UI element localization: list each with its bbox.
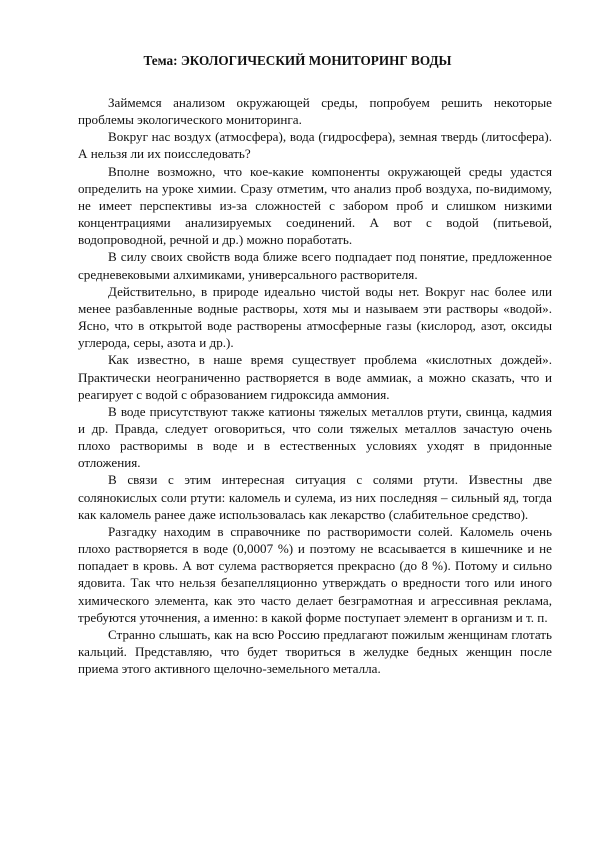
paragraph: Вполне возможно, что кое-какие компоненты окружающей среды удастся определить на уроке химии. Сразу отметим, что анализ проб воздуха, по-видимому, не имеет перспективы из-за сложностей с забором проб и слишком низкими концентрациями анализируемых соединений. А вот с водой (питьевой, водопроводной, речной и др.) можно поработать. — [78, 163, 552, 248]
paragraph: Вокруг нас воздух (атмосфера), вода (гидросфера), земная твердь (литосфера). А нельзя ли их поисследовать? — [78, 129, 552, 162]
paragraph: В связи с этим интересная ситуация с солями ртути. Известны две солянокислых соли ртути: каломель и сулема, из них последняя – сильный яд, тогда как каломель ранее даже использовалась как лекарство (слабительное средство). — [78, 472, 552, 522]
paragraph: Странно слышать, как на всю Россию предлагают пожилым женщинам глотать кальций. Представляю, что будет твориться в желудке бедных женщин после приема этого активного щелочно-земельного металла. — [78, 626, 552, 677]
document-title: Тема: ЭКОЛОГИЧЕСКИЙ МОНИТОРИНГ ВОДЫ — [143, 53, 452, 68]
paragraph: Займемся анализом окружающей среды, попробуем решить некоторые проблемы экологического мониторинга. — [78, 95, 552, 128]
paragraph: В воде присутствуют также катионы тяжелых металлов ртути, свинца, кадмия и др. Правда, следует оговориться, что соли тяжелых металлов зачастую очень плохо растворимы в воде и в естественных условиях уходят в придонные отложения. — [78, 403, 552, 471]
document-body — [78, 94, 552, 677]
paragraph: Как известно, в наше время существует проблема «кислотных дождей». Практически неограниченно растворяется в воде аммиак, а можно сказать, что и реагирует с водой с образованием гидроксида аммония. — [78, 352, 552, 402]
paragraph: В силу своих свойств вода ближе всего подпадает под понятие, предложенное средневековыми алхимиками, универсального растворителя. — [78, 249, 552, 282]
paragraph: Разгадку находим в справочнике по растворимости солей. Каломель очень плохо растворяется в воде (0,0007 %) и поэтому не всасывается в кишечнике и не попадает в кровь. А вот сулема растворяется прекрасно (до 8 %). Потому и сильно ядовита. Так что нельзя безапелляционно утверждать о вредности того или иного химического элемента, как это часто делает безграмотная и агрессивная реклама, требуются уточнения, а именно: в какой форме поступает элемент в организм и т. п. — [78, 523, 552, 625]
paragraph: Действительно, в природе идеально чистой воды нет. Вокруг нас более или менее разбавленные водные растворы, хотя мы и называем эти растворы «водой». Ясно, что в открытой воде растворены атмосферные газы (кислород, азот, оксиды углерода, серы, азота и др.). — [78, 283, 552, 351]
